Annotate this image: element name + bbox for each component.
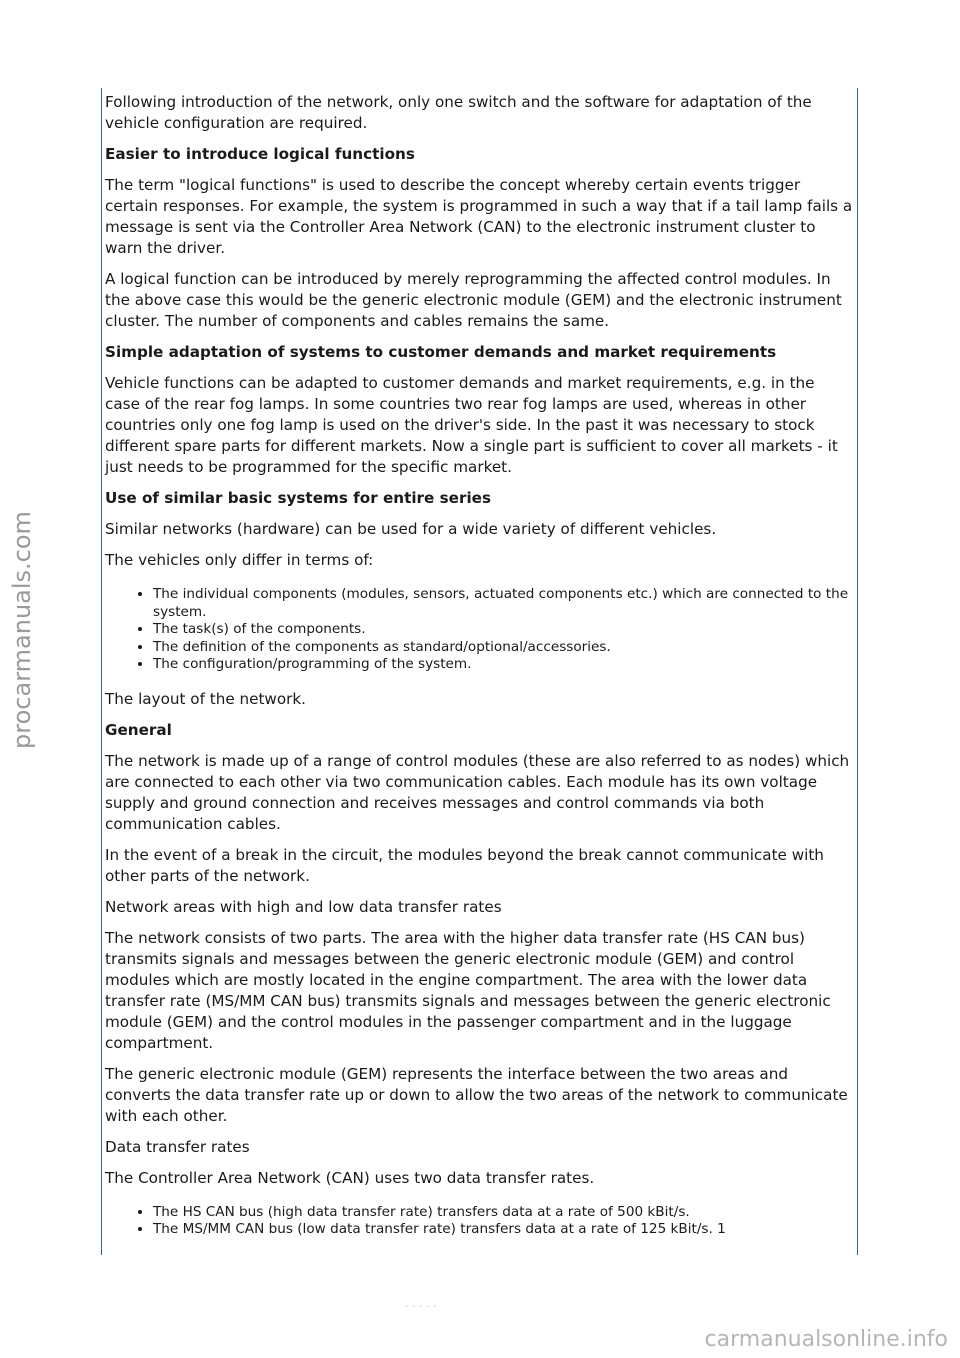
section-heading: Simple adaptation of systems to customer demands and market requirements xyxy=(105,343,777,361)
footer-watermark: carmanualsonline.info xyxy=(704,1327,948,1352)
paragraph: Similar networks (hardware) can be used for a wide variety of different vehicles. xyxy=(105,520,717,538)
section-heading: Use of similar basic systems for entire series xyxy=(105,489,491,507)
paragraph: Network areas with high and low data transfer rates xyxy=(105,897,502,916)
paragraph: The term "logical functions" is used to describe the concept whereby certain events trigger certain responses. For example, the system is programmed in such a way that if a tail lamp fails a message is sent via the Controller Area Network (CAN) to the electronic instrument cluster to warn the driver. xyxy=(105,176,853,257)
paragraph: A logical function can be introduced by merely reprogramming the affected control modules. In the above case this would be the generic electronic module (GEM) and the electronic instrument cluster. The number of components and cables remains the same. xyxy=(105,270,842,330)
sidebar-watermark xyxy=(2,470,42,790)
section-heading: General xyxy=(105,720,172,739)
paragraph: In the event of a break in the circuit, the modules beyond the break cannot communicate with other parts of the network. xyxy=(105,845,824,885)
paragraph: The layout of the network. xyxy=(105,689,307,708)
page-marker: · · · · · xyxy=(405,1300,437,1313)
sidebar-watermark-text: procarmanuals.com xyxy=(8,511,36,749)
paragraph: The network consists of two parts. The area with the higher data transfer rate (HS CAN bus) transmits signals and messages between the generic electronic module (GEM) and control modules which are mostly located in the engine compartment. The area with the lower data transfer rate (MS/MM CAN bus) transmits signals and messages between the generic electronic module (GEM) and the control modules in the passenger compartment and in the luggage compartment. xyxy=(105,928,831,1052)
paragraph: The network is made up of a range of control modules (these are also referred to as nodes) which are connected to each other via two communication cables. Each module has its own voltage supply and ground connection and receives messages and control commands via both communication cables. xyxy=(105,751,850,833)
paragraph: The Controller Area Network (CAN) uses two data transfer rates. xyxy=(105,1168,595,1187)
paragraph: Following introduction of the network, only one switch and the software for adaptation of the vehicle configuration are required. xyxy=(105,93,812,132)
bullet-list xyxy=(105,1204,853,1239)
paragraph: Data transfer rates xyxy=(105,1137,250,1156)
list-item: • The MS/MM CAN bus (low data transfer rate) transfers data at a rate of 125 kBit/s. 1 xyxy=(153,1221,853,1239)
list-item: • The definition of the components as standard/optional/accessories. xyxy=(153,639,853,657)
bullet-list xyxy=(105,586,853,674)
list-item: • The configuration/programming of the system. xyxy=(153,656,853,674)
list-item: • The HS CAN bus (high data transfer rate) transfers data at a rate of 500 kBit/s. xyxy=(153,1204,853,1222)
list-item: • The individual components (modules, sensors, actuated components etc.) which are connected to the system. xyxy=(153,586,853,621)
paragraph: The generic electronic module (GEM) represents the interface between the two areas and converts the data transfer rate up or down to allow the two areas of the network to communicate with each other. xyxy=(105,1064,848,1125)
list-item: • The task(s) of the components. xyxy=(153,621,853,639)
document-content xyxy=(105,92,853,1254)
section-heading: Easier to introduce logical functions xyxy=(105,145,415,163)
paragraph: Vehicle functions can be adapted to customer demands and market requirements, e.g. in the case of the rear fog lamps. In some countries two rear fog lamps are used, whereas in other countries only one fog lamp is used on the driver's side. In the past it was necessary to stock different spare parts for different markets. Now a single part is sufficient to cover all markets - it just needs to be programmed for the specific market. xyxy=(105,374,838,476)
paragraph: The vehicles only differ in terms of: xyxy=(105,551,374,569)
document-page xyxy=(101,88,858,1255)
